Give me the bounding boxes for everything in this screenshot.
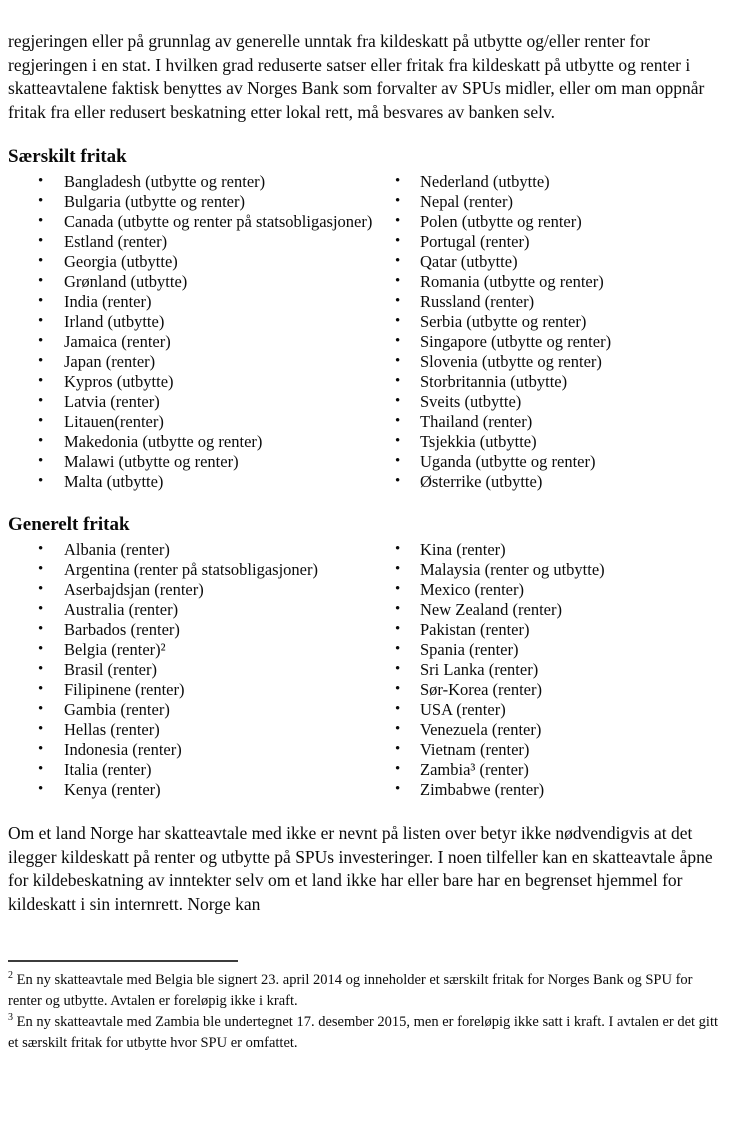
bullet-icon: •	[38, 761, 44, 777]
country-list-left	[8, 540, 383, 800]
country-list-item	[383, 620, 720, 640]
country-list-item	[8, 352, 383, 372]
bullet-icon: •	[38, 641, 44, 657]
country-list-item	[383, 392, 720, 412]
country-list-item-text: Filipinene (renter)	[64, 680, 185, 699]
country-list-item	[383, 720, 720, 740]
footnote-marker: 2	[8, 970, 13, 982]
country-list-item-text: Sri Lanka (renter)	[420, 660, 539, 679]
country-list-item-text: Bulgaria (utbytte og renter)	[64, 192, 245, 211]
country-list-item-text: Romania (utbytte og renter)	[420, 272, 604, 291]
footnote-zambia	[8, 1012, 720, 1054]
country-list-item-text: Italia (renter)	[64, 760, 152, 779]
country-list-item	[8, 540, 383, 560]
country-list-item	[8, 600, 383, 620]
bullet-icon: •	[395, 453, 401, 469]
country-list-item	[383, 432, 720, 452]
country-list-item	[383, 600, 720, 620]
country-list-item-text: Makedonia (utbytte og renter)	[64, 432, 263, 451]
country-list-item-text: Barbados (renter)	[64, 620, 180, 639]
country-list-item-text: Aserbajdsjan (renter)	[64, 580, 204, 599]
bullet-icon: •	[38, 373, 44, 389]
bullet-icon: •	[395, 313, 401, 329]
bullet-icon: •	[38, 353, 44, 369]
bullet-icon: •	[38, 701, 44, 717]
bullet-icon: •	[38, 293, 44, 309]
bullet-icon: •	[395, 293, 401, 309]
country-list-item	[383, 252, 720, 272]
bullet-icon: •	[395, 353, 401, 369]
country-list-item	[383, 780, 720, 800]
country-list-item	[383, 352, 720, 372]
country-list-item	[8, 472, 383, 492]
country-list-item-text: Malawi (utbytte og renter)	[64, 452, 239, 471]
country-list-item-text: Estland (renter)	[64, 232, 168, 251]
bullet-icon: •	[38, 233, 44, 249]
bullet-icon: •	[38, 781, 44, 797]
bullet-icon: •	[38, 621, 44, 637]
country-list-item	[383, 312, 720, 332]
footnote-belgia	[8, 970, 720, 1012]
bullet-icon: •	[395, 721, 401, 737]
bullet-icon: •	[395, 253, 401, 269]
bullet-icon: •	[38, 581, 44, 597]
bullet-icon: •	[395, 393, 401, 409]
country-list-item-text: Zambia³ (renter)	[420, 760, 529, 779]
country-list-item	[383, 560, 720, 580]
section-generelt-fritak	[8, 514, 720, 800]
country-list-item	[8, 640, 383, 660]
country-list-item-text: Portugal (renter)	[420, 232, 530, 251]
country-list-item	[383, 172, 720, 192]
country-list-item	[383, 212, 720, 232]
country-list-item	[8, 292, 383, 312]
country-list-item-text: Vietnam (renter)	[420, 740, 530, 759]
country-list-item-text: Serbia (utbytte og renter)	[420, 312, 587, 331]
country-list-item	[8, 252, 383, 272]
country-list-item	[8, 412, 383, 432]
country-list-item	[383, 540, 720, 560]
country-list-item-text: Japan (renter)	[64, 352, 156, 371]
country-list-item-text: Latvia (renter)	[64, 392, 160, 411]
country-list-item-text: Canada (utbytte og renter på statsobligasjoner)	[64, 212, 373, 231]
bullet-icon: •	[395, 601, 401, 617]
bullet-icon: •	[395, 781, 401, 797]
country-list-item-text: Kenya (renter)	[64, 780, 161, 799]
country-list-item	[383, 292, 720, 312]
bullet-icon: •	[38, 681, 44, 697]
country-list-item-text: Georgia (utbytte)	[64, 252, 178, 271]
country-list-item-text: Slovenia (utbytte og renter)	[420, 352, 602, 371]
country-list-item-text: Kina (renter)	[420, 540, 506, 559]
country-list-item	[8, 680, 383, 700]
country-list-item-text: Kypros (utbytte)	[64, 372, 174, 391]
country-list-item	[383, 580, 720, 600]
bullet-icon: •	[395, 621, 401, 637]
country-list-item	[383, 372, 720, 392]
bullet-icon: •	[395, 541, 401, 557]
bullet-icon: •	[38, 173, 44, 189]
country-list-item	[8, 760, 383, 780]
bullet-icon: •	[395, 173, 401, 189]
country-list-item	[8, 780, 383, 800]
country-list-item-text: Pakistan (renter)	[420, 620, 530, 639]
bullet-icon: •	[38, 213, 44, 229]
country-list-item-text: Sør-Korea (renter)	[420, 680, 542, 699]
bullet-icon: •	[38, 413, 44, 429]
country-list-item-text: Sveits (utbytte)	[420, 392, 522, 411]
bullet-icon: •	[395, 413, 401, 429]
country-list-item	[383, 472, 720, 492]
country-list-item	[383, 452, 720, 472]
country-list-item-text: India (renter)	[64, 292, 152, 311]
country-list-item-text: Australia (renter)	[64, 600, 179, 619]
country-list-item-text: Venezuela (renter)	[420, 720, 542, 739]
bullet-icon: •	[38, 313, 44, 329]
bullet-icon: •	[395, 761, 401, 777]
footnote-text: En ny skatteavtale med Zambia ble undertegnet 17. desember 2015, men er foreløpig ikke satt i kraft. I avtalen er det gitt et særskilt fritak for utbytte hvor SPU er omfattet.	[8, 1014, 719, 1051]
country-list-item-text: Gambia (renter)	[64, 700, 170, 719]
country-list-item-text: Nederland (utbytte)	[420, 172, 550, 191]
country-list-item-text: Uganda (utbytte og renter)	[420, 452, 596, 471]
country-list-item-text: Zimbabwe (renter)	[420, 780, 545, 799]
section-saerskilt-fritak	[8, 146, 720, 492]
country-list-item	[383, 412, 720, 432]
bullet-icon: •	[38, 193, 44, 209]
country-list-item	[383, 272, 720, 292]
bullet-icon: •	[395, 561, 401, 577]
country-list-item	[8, 720, 383, 740]
country-list-item	[383, 640, 720, 660]
country-list-item-text: Storbritannia (utbytte)	[420, 372, 568, 391]
bullet-icon: •	[38, 741, 44, 757]
country-list-item	[383, 680, 720, 700]
country-list-item-text: Tsjekkia (utbytte)	[420, 432, 537, 451]
country-list-item-text: Nepal (renter)	[420, 192, 513, 211]
country-list-item-text: Thailand (renter)	[420, 412, 533, 431]
country-list-item-text: Grønland (utbytte)	[64, 272, 188, 291]
country-list-item	[8, 312, 383, 332]
country-list-item	[383, 700, 720, 720]
country-list-item	[383, 740, 720, 760]
intro-paragraph: regjeringen eller på grunnlag av generelle unntak fra kildeskatt på utbytte og/eller renter for regjeringen i en stat. I hvilken grad reduserte satser eller fritak fra kildeskatt på utbytte og renter i skatteavtalene faktisk benyttes av Norges Bank som forvalter av SPUs midler, eller om man oppnår fritak fra eller redusert beskatning etter lokal rett, må besvares av banken selv.	[8, 31, 705, 122]
country-list-item-text: Hellas (renter)	[64, 720, 160, 739]
country-list-right	[383, 540, 720, 800]
country-list-item-text: Litauen(renter)	[64, 412, 164, 431]
bullet-icon: •	[395, 213, 401, 229]
country-list-item	[8, 192, 383, 212]
bullet-icon: •	[38, 541, 44, 557]
country-list-item	[8, 272, 383, 292]
country-list-item-text: Belgia (renter)²	[64, 640, 166, 659]
country-list-item-text: USA (renter)	[420, 700, 506, 719]
bullet-icon: •	[38, 393, 44, 409]
bullet-icon: •	[38, 273, 44, 289]
bullet-icon: •	[395, 681, 401, 697]
footnote-marker: 3	[8, 1012, 13, 1024]
bullet-icon: •	[38, 453, 44, 469]
country-list-item	[8, 432, 383, 452]
country-list-item-text: Østerrike (utbytte)	[420, 472, 543, 491]
bullet-icon: •	[395, 641, 401, 657]
bullet-icon: •	[395, 701, 401, 717]
country-list-item-text: Qatar (utbytte)	[420, 252, 518, 271]
section-heading-saerskilt-fritak: Særskilt fritak	[8, 146, 127, 167]
country-list-item	[8, 452, 383, 472]
country-list-item	[8, 372, 383, 392]
country-list-item	[8, 700, 383, 720]
country-list-item	[8, 740, 383, 760]
bullet-icon: •	[38, 721, 44, 737]
country-list-item	[8, 580, 383, 600]
bullet-icon: •	[38, 253, 44, 269]
country-list-item-text: Jamaica (renter)	[64, 332, 171, 351]
country-list-item	[383, 332, 720, 352]
country-list-item	[8, 560, 383, 580]
country-list-right	[383, 172, 720, 492]
country-list-item-text: Albania (renter)	[64, 540, 170, 559]
country-list-item-text: Russland (renter)	[420, 292, 535, 311]
country-list-item	[383, 192, 720, 212]
country-list-item	[383, 660, 720, 680]
country-list-item-text: Malaysia (renter og utbytte)	[420, 560, 605, 579]
bullet-icon: •	[395, 473, 401, 489]
bullet-icon: •	[395, 741, 401, 757]
country-list-item-text: Malta (utbytte)	[64, 472, 164, 491]
footnote-text: En ny skatteavtale med Belgia ble signert 23. april 2014 og inneholder et særskilt fritak for Norges Bank og SPU for renter og utbytte. Avtalen er foreløpig ikke i kraft.	[8, 972, 693, 1009]
bullet-icon: •	[395, 273, 401, 289]
country-list-item-text: Argentina (renter på statsobligasjoner)	[64, 560, 318, 579]
bullet-icon: •	[38, 433, 44, 449]
footnotes	[8, 960, 720, 1054]
country-list-item	[8, 212, 383, 232]
country-list-item-text: New Zealand (renter)	[420, 600, 562, 619]
country-list-item	[8, 232, 383, 252]
country-list-item-text: Spania (renter)	[420, 640, 519, 659]
country-list-item-text: Mexico (renter)	[420, 580, 524, 599]
country-columns	[8, 540, 720, 800]
bullet-icon: •	[38, 333, 44, 349]
country-list-item	[383, 760, 720, 780]
country-list-item	[8, 660, 383, 680]
country-list-item	[8, 620, 383, 640]
section-heading-generelt-fritak: Generelt fritak	[8, 514, 130, 535]
bullet-icon: •	[395, 233, 401, 249]
closing-paragraph: Om et land Norge har skatteavtale med ikke er nevnt på listen over betyr ikke nødvendigvis at det ilegger kildeskatt på renter og utbytte på SPUs investeringer. I noen tilfeller kan en skatteavtale åpne for kildebeskatning av inntekter selv om et land ikke har eller bare har en begrenset hjemmel for kildeskatt i sin internrett. Norge kan	[8, 823, 713, 914]
country-list-item	[8, 392, 383, 412]
country-list-item-text: Bangladesh (utbytte og renter)	[64, 172, 266, 191]
bullet-icon: •	[38, 473, 44, 489]
country-list-item-text: Singapore (utbytte og renter)	[420, 332, 612, 351]
country-list-item	[8, 332, 383, 352]
bullet-icon: •	[395, 333, 401, 349]
country-list-item-text: Irland (utbytte)	[64, 312, 165, 331]
bullet-icon: •	[38, 601, 44, 617]
country-list-left	[8, 172, 383, 492]
country-list-item	[8, 172, 383, 192]
bullet-icon: •	[395, 661, 401, 677]
bullet-icon: •	[38, 661, 44, 677]
country-columns	[8, 172, 720, 492]
bullet-icon: •	[38, 561, 44, 577]
bullet-icon: •	[395, 433, 401, 449]
country-list-item-text: Polen (utbytte og renter)	[420, 212, 582, 231]
country-list-item	[383, 232, 720, 252]
bullet-icon: •	[395, 373, 401, 389]
country-list-item-text: Indonesia (renter)	[64, 740, 182, 759]
bullet-icon: •	[395, 581, 401, 597]
country-list-item-text: Brasil (renter)	[64, 660, 157, 679]
footnote-separator-rule	[8, 960, 238, 962]
bullet-icon: •	[395, 193, 401, 209]
